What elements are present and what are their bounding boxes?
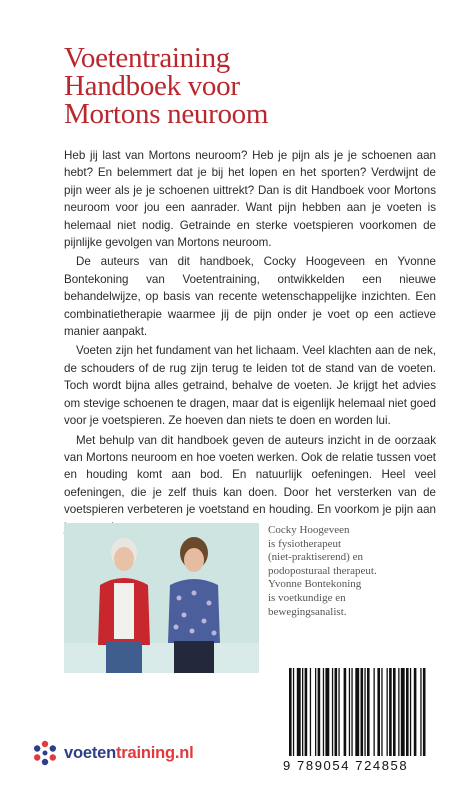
title-line: Handboek voor bbox=[64, 70, 240, 102]
authors-caption bbox=[268, 524, 448, 619]
publisher-logo bbox=[30, 738, 194, 768]
title-line: Mortons neuroom bbox=[64, 98, 269, 130]
caption-line: is fysiotherapeut bbox=[268, 537, 342, 550]
isbn-digits: 9 789054 724858 bbox=[283, 758, 409, 773]
blurb-paragraph: Met behulp van dit handboek geven de auteurs inzicht in de oorzaak van Mortons neuroom en hoe voeten werken. Ook de relatie tussen voet en houding komt aan bod. En natuurlijk oefeningen. Heel veel oefeningen, die je zelf thuis kan doen. Door het versterken van de voetspieren verbeteren je voetstand en houding. En voorkom je pijn aan bbox=[64, 433, 436, 517]
authors-photo bbox=[64, 523, 259, 673]
blurb-paragraph: Voeten zijn het fundament van het lichaam. Veel klachten aan de nek, de schouders of de rug zijn terug te leiden tot de stand van de voeten. Toch wordt bijna alles getraind, behalve de voeten. Je krijgt het advies om stevige schoenen te dragen, maar dat is eigenlijk helemaal niet goed voor je voetspieren. Ze hoeven dan niets te doen en worden lui. bbox=[64, 344, 436, 428]
blurb-paragraph: De auteurs van dit handboek, Cocky Hoogeveen en Yvonne Bontekoning van Voetentraining, ontwikkelden een nieuwe behandelwijze, op basis van recente wetenschappelijke inzichten. Een combinatietherapie waarmee jij de pijn onder je voet op een actieve manier aanpakt. bbox=[64, 255, 436, 339]
logo-part-1: voeten bbox=[64, 743, 116, 762]
flower-logo-icon bbox=[30, 738, 60, 768]
caption-line: Cocky Hoogeveen bbox=[268, 524, 350, 536]
logo-wordmark bbox=[64, 744, 194, 763]
blurb-paragraph: Heb jij last van Mortons neuroom? Heb je pijn als je je schoenen aan hebt? En belemmert dat je bij het lopen en het sporten? Verdwijnt de pijn weer als je je schoenen uittrekt? Dan is dit Handboek voor Mortons neuroom voor jou een aanrader. Want pijn hebben aan je voeten is helemaal niet nodig. Getrainde en sterke voetspieren voorkomen de pijnlijke gevolgen van Mortons neuroom. bbox=[64, 149, 436, 250]
caption-line: bewegingsanalist. bbox=[268, 605, 347, 618]
blurb-text bbox=[64, 147, 436, 538]
logo-part-2: training.nl bbox=[115, 743, 194, 762]
isbn-barcode bbox=[283, 668, 465, 780]
book-title bbox=[64, 44, 424, 128]
caption-line: podoposturaal therapeut. bbox=[268, 564, 377, 577]
caption-line: is voetkundige en bbox=[268, 591, 346, 604]
caption-line: (niet-praktiserend) en bbox=[268, 551, 363, 564]
barcode-bars bbox=[289, 668, 465, 756]
title-line: Voetentraining bbox=[64, 42, 231, 74]
caption-line: Yvonne Bontekoning bbox=[268, 578, 362, 591]
